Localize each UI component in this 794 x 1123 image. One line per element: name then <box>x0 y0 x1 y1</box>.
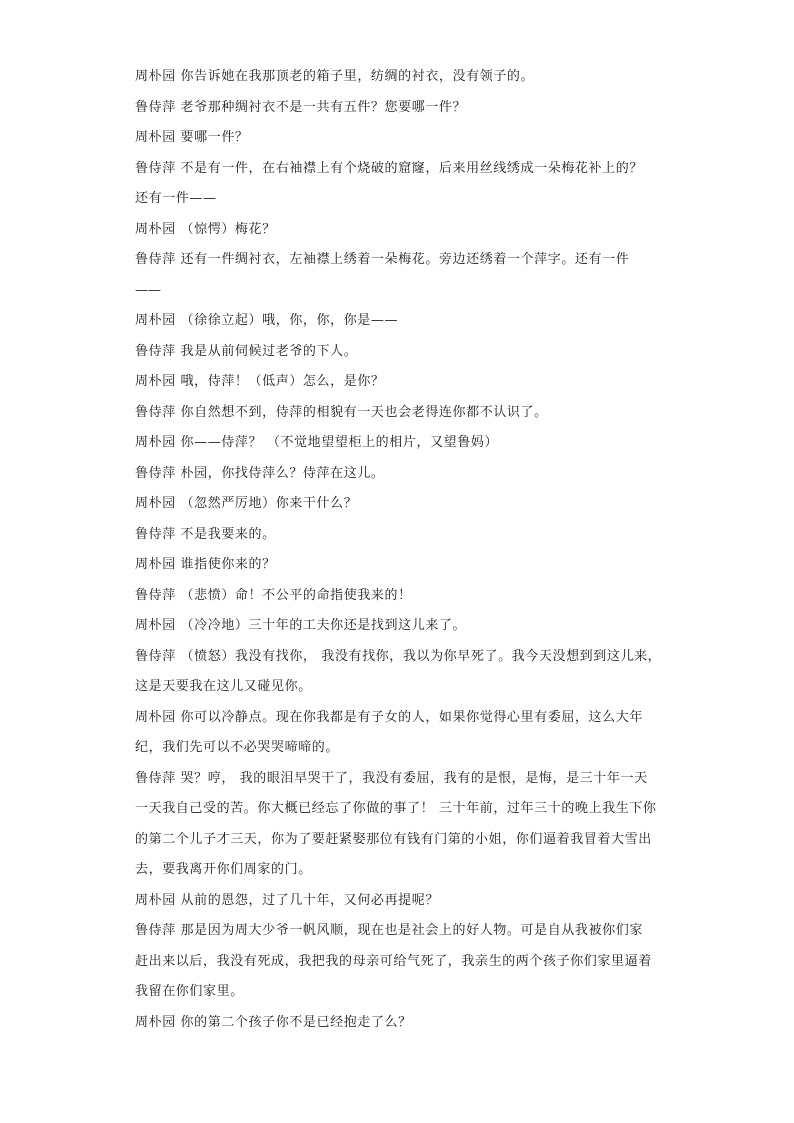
text-line: 鲁侍萍 我是从前伺候过老爷的下人。 <box>135 343 358 359</box>
text-line: 鲁侍萍 朴园，你找侍萍么？侍萍在这儿。 <box>135 465 385 481</box>
text-line: 周朴园 你的第二个孩子你不是已经抱走了么？ <box>135 1014 412 1030</box>
text-line: 周朴园 （徐徐立起）哦，你，你，你是—— <box>135 313 399 328</box>
text-line: 还有一件—— <box>135 191 217 206</box>
text-line: 赶出来以后，我没有死成，我把我的母亲可给气死了，我亲生的两个孩子你们家里逼着 <box>135 953 652 969</box>
text-line: 周朴园 （冷冷地）三十年的工夫你还是找到这儿来了。 <box>135 618 467 633</box>
text-line: 鲁侍萍 那是因为周大少爷一帆风顺，现在也是社会上的好人物。可是自从我被你们家 <box>135 923 643 938</box>
text-line: 鲁侍萍 你自然想不到，侍萍的相貌有一天也会老得连你都不认识了。 <box>135 404 548 420</box>
text-line: —— <box>135 282 161 298</box>
text-line: 周朴园 要哪一件？ <box>135 130 249 145</box>
text-line: 鲁侍萍 哭？哼， 我的眼泪早哭干了，我没有委屈，我有的是恨，是悔，是三十年一天 <box>135 770 648 786</box>
text-line: 周朴园 谁指使你来的？ <box>135 557 276 572</box>
text-line: 周朴园 （忽然严厉地）你来干什么？ <box>135 496 358 511</box>
text-line: 一天我自己受的苦。你大概已经忘了你做的事了！ 三十年前，过年三十的晚上我生下你 <box>135 801 657 816</box>
text-line: 周朴园 你可以冷静点。现在你我都是有子女的人，如果你觉得心里有委屈，这么大年 <box>135 709 643 725</box>
text-line: 周朴园 从前的恩怨，过了几十年，又何必再提呢？ <box>135 892 439 908</box>
text-line: 鲁侍萍 （愤怒）我没有找你， 我没有找你，我以为你早死了。我今天没想到到这儿来， <box>135 648 662 664</box>
text-line: 鲁侍萍 还有一件绸衬衣，左袖襟上绣着一朵梅花。旁边还绣着一个萍字。还有一件 <box>135 252 630 267</box>
text-line: 这是天要我在这儿又碰见你。 <box>135 679 312 694</box>
text-line: 的第二个儿子才三天，你为了要赶紧娶那位有钱有门第的小姐，你们逼着我冒着大雪出 <box>135 831 652 847</box>
text-line: 我留在你们家里。 <box>135 984 244 999</box>
text-line: 纪，我们先可以不必哭哭啼啼的。 <box>135 740 340 755</box>
text-line: 周朴园 （惊愕）梅花？ <box>135 221 276 237</box>
text-line: 周朴园 你告诉她在我那顶老的箱子里，纺绸的衬衣，没有领子的。 <box>135 69 535 84</box>
text-line: 鲁侍萍 （悲愤）命！不公平的命指使我来的！ <box>135 587 412 603</box>
text-line: 周朴园 你——侍萍？ （不觉地望望柜上的相片，又望鲁妈） <box>135 435 499 450</box>
text-line: 去，要我离开你们周家的门。 <box>135 862 312 877</box>
text-line: 周朴园 哦，侍萍！（低声）怎么，是你？ <box>135 374 385 389</box>
script-text-body <box>135 62 675 1038</box>
text-line: 鲁侍萍 不是有一件，在右袖襟上有个烧破的窟窿，后来用丝线绣成一朵梅花补上的？ <box>135 160 643 176</box>
text-line: 鲁侍萍 老爷那种绸衬衣不是一共有五件？您要哪一件？ <box>135 99 467 115</box>
text-line: 鲁侍萍 不是我要来的。 <box>135 526 276 542</box>
